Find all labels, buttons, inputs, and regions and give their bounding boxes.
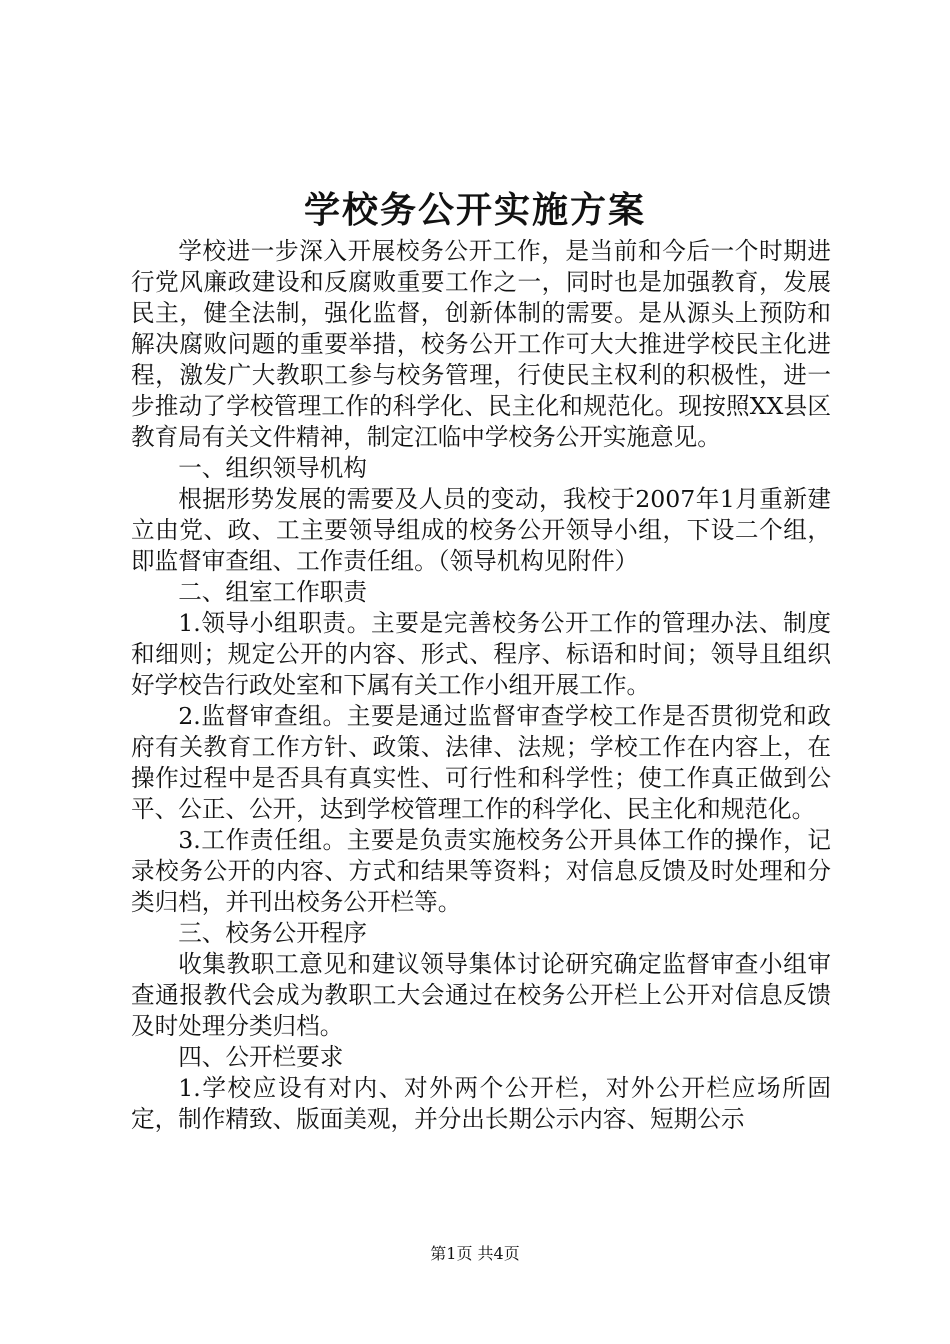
section-1-paragraph: 根据形势发展的需要及人员的变动，我校于2007年1月重新建立由党、政、工主要领导组成的校务公开领导小组，下设二个组，即监督审查组、工作责任组。（领导机构见附件） <box>131 485 831 575</box>
duty-item-1: 1.领导小组职责。主要是完善校务公开工作的管理办法、制度和细则；规定公开的内容、形式、程序、标语和时间；领导且组织好学校告行政处室和下属有关工作小组开展工作。 <box>131 609 831 699</box>
document-body <box>131 236 831 1135</box>
section-heading-4: 四、公开栏要求 <box>178 1043 344 1071</box>
section-3-paragraph: 收集教职工意见和建议领导集体讨论研究确定监督审查小组审查通报教代会成为教职工大会通过在校务公开栏上公开对信息反馈及时处理分类归档。 <box>131 950 831 1040</box>
duty-item-2: 2.监督审查组。主要是通过监督审查学校工作是否贯彻党和政府有关教育工作方针、政策、法律、法规；学校工作在内容上，在操作过程中是否具有真实性、可行性和科学性；使工作真正做到公平、公正、公开，达到学校管理工作的科学化、民主化和规范化。 <box>131 702 831 823</box>
section-heading-2: 二、组室工作职责 <box>178 578 367 606</box>
document-title: 学校务公开实施方案 <box>303 189 646 231</box>
section-4-paragraph: 1.学校应设有对内、对外两个公开栏，对外公开栏应场所固定，制作精致、版面美观，并分出长期公示内容、短期公示 <box>131 1074 831 1133</box>
intro-paragraph: 学校进一步深入开展校务公开工作，是当前和今后一个时期进行党风廉政建设和反腐败重要工作之一，同时也是加强教育，发展民主，健全法制，强化监督，创新体制的需要。是从源头上预防和解决腐败问题的重要举措，校务公开工作可大大推进学校民主化进程，激发广大教职工参与校务管理，行使民主权利的积极性，进一步推动了学校管理工作的科学化、民主化和规范化。现按照XX县区教育局有关文件精神，制定江临中学校务公开实施意见。 <box>131 237 831 451</box>
section-heading-1: 一、组织领导机构 <box>178 454 367 482</box>
page-number-footer: 第1页 共4页 <box>430 1244 520 1263</box>
section-heading-3: 三、校务公开程序 <box>178 919 367 947</box>
duty-item-3: 3.工作责任组。主要是负责实施校务公开具体工作的操作，记录校务公开的内容、方式和结果等资料；对信息反馈及时处理和分类归档，并刊出校务公开栏等。 <box>131 826 831 916</box>
